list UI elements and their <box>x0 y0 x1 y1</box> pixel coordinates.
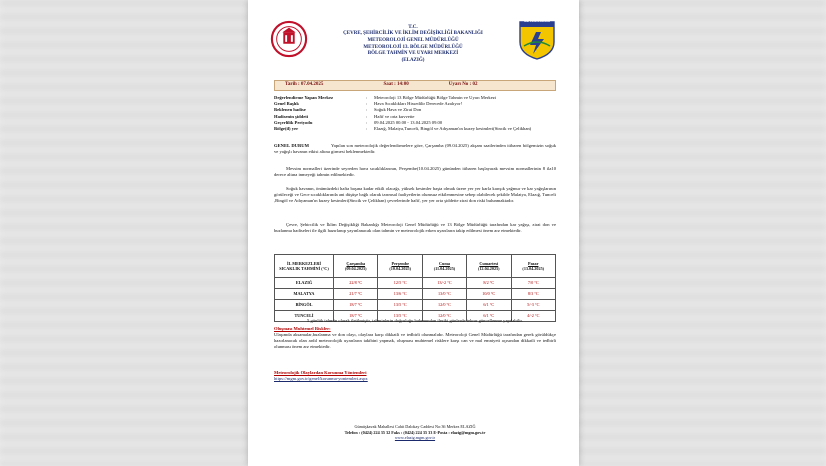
temperature-forecast-table <box>274 254 556 322</box>
table-header-day: Cumartesi (12.04.2025) <box>467 255 511 278</box>
table-cell: 12/0 °C <box>422 300 466 311</box>
table-cell: 12/5 °C <box>378 278 422 289</box>
footer-address: Gümüşkavak Mahallesi Cahit Dalokay Caddesi No:36 Merkez ELAZIĞ <box>354 424 476 429</box>
warning-info-bar <box>274 80 556 91</box>
detail-row: Değerlendirme Yapan Merkez : Meteoroloji 13 Bölge Müdürlüğü Bölge Tahmin ve Uyarı Merkezi <box>274 95 564 101</box>
table-cell: 6/1 °C <box>467 300 511 311</box>
table-cell: 10/0 °C <box>467 289 511 300</box>
detail-key: Bölge(il) yer <box>274 125 299 131</box>
detail-key: Beklenen hadise <box>274 107 306 113</box>
detail-key: Genel Başlık <box>274 101 299 107</box>
header-ministry: ÇEVRE, ŞEHİRCİLİK VE İKLİM DEĞİŞİKLİĞİ BAKANLIĞI <box>343 31 483 37</box>
detail-row: Genel Başlık : Hava Sıcaklıkları Hissedilir Derecede Azalıyor! <box>274 101 564 107</box>
table-cell: 13/5 °C <box>378 300 422 311</box>
document-page <box>248 0 579 466</box>
blurred-background-left <box>0 0 248 466</box>
table-cell: 13/5 °C <box>378 311 422 322</box>
general-paragraph-2: Mevsim normalleri üzerinde seyreden hava sıcaklıklarının, Perşembe(10.04.2025) gününden itibaren başlayarak mevsim normallerinin 8 ila10 derece altına inmeyeği tahmin edilmektedir. <box>274 166 556 177</box>
general-paragraph-1: Yapılan son meteorolojik değerlendirmelere göre, Çarşamba (09.04.2025) akşam saatlerinden itibaren bölgemizin soğuk ve yağışlı havanın etkisi altına girmesi beklenmektedir. <box>274 143 556 154</box>
table-header-day: Cuma (11.04.2025) <box>422 255 466 278</box>
general-situation <box>274 143 556 155</box>
detail-key: Değerlendirme Yapan Merkez <box>274 95 334 100</box>
table-row <box>275 289 556 300</box>
table-cell: 5/-3 °C <box>511 300 556 311</box>
risks-text: Ulaşımda aksamalar,buzlanma ve don olayı, olaylara karşı dikkatli ve tedbirli olunmalıdır. Meteoroloji Genel Müdürlüğü tarafından gerek görüldükçe hazırlanacak olan ardıl meteorolojik uyarıların takibini yapmak, oluşması muhtemel risklere karşı can ve mal emniyeti açısından dikkatli ve tedbirli olunması önem arz etmektedir. <box>274 331 556 349</box>
table-row <box>275 300 556 311</box>
detail-row: Beklenen hadise : Soğuk Hava ve Zirai Don <box>274 107 564 113</box>
table-cell: 13/0 °C <box>422 289 466 300</box>
general-paragraph-3: Soğuk havanın, önümüzdeki hafta başına kadar etkili olacağı, yüksek kesimler başta olmak üzere yer yer karla karışık yağmur ve kar yağışlarının görüleceği ve Gece sıcaklıklarında ani düşüşe bağlı olarak tarımsal faaliyetlerin olumsuz etkilenmesine sebep olabilecek şekilde Malatya, Elazığ, Tunceli ,Bingöl ve Adıyaman'ın kuzey kesimleri(Sincik ve Çelikhan) çevrelerinde hafif, yer yer orta şiddette zirai don riski bulunmaktadır. <box>274 186 556 203</box>
forecast-note: 5 günlük tahmin olarak iletilmiştir, tahminlerin doğruluğu bakımından ileriki günlerde tekrar güncellenme yapılabilir. <box>307 318 523 323</box>
table-cell: 8/3 °C <box>511 289 556 300</box>
table-cell: 4/-2 °C <box>511 311 556 322</box>
header-directorate: METEOROLOJİ GENEL MÜDÜRLÜĞÜ <box>367 37 459 43</box>
detail-value: Meteoroloji 13 Bölge Müdürlüğü Bölge Tahmin ve Uyarı Merkezi <box>374 95 497 100</box>
detail-key: Geçerlilik Periyodu <box>274 119 313 125</box>
detail-value: Hafif ve orta kuvvette <box>374 113 415 119</box>
table-cell: 8/2 °C <box>467 278 511 289</box>
table-header-city: İL MERKEZLERİ SICAKLIK TAHMİNİ (°C) <box>275 255 334 278</box>
blurred-background-right <box>578 0 826 466</box>
general-title: GENEL DURUM <box>274 143 309 148</box>
detail-value: 09.04.2025 00.00 - 13.04.2025 09.00 <box>374 119 443 125</box>
detail-row: Geçerlilik Periyodu : 09.04.2025 00.00 - 13.04.2025 09.00 <box>274 120 564 126</box>
warning-time: Saat : 14:00 <box>383 82 409 88</box>
logo-label: METEOROLOJİ <box>523 19 551 23</box>
detail-row: Bölge(il) yer : Elazığ, Malatya,Tunceli, Bingöl ve Adıyaman'ın kuzey kesimleri(Sincik ve Çelikhan) <box>274 126 564 132</box>
footer-website[interactable]: www.elazig.mgm.gov.tr <box>394 435 436 441</box>
table-header-day: Perşembe (10.04.2025) <box>378 255 422 278</box>
detail-row: Hadisenin şiddeti : Hafif ve orta kuvvette <box>274 114 564 120</box>
risks-section <box>274 326 556 350</box>
table-cell: 13/6 °C <box>378 289 422 300</box>
document-header <box>288 24 538 65</box>
table-header-day: Çarşamba (09.04.2025) <box>334 255 378 278</box>
header-tc: T.C. <box>408 24 418 30</box>
detail-key: Hadisenin şiddeti <box>274 113 309 119</box>
protection-link[interactable]: https://mgm.gov.tr/genel/korunma-yontemleri.aspx <box>274 375 368 381</box>
table-cell: 22/8 °C <box>334 278 378 289</box>
meteoroloji-logo-icon <box>516 18 558 60</box>
table-cell-city: BİNGÖL <box>275 300 334 311</box>
detail-value: Soğuk Hava ve Zirai Don <box>374 107 422 113</box>
warning-details <box>274 95 564 132</box>
table-cell-city: TUNCELİ <box>275 311 334 322</box>
footer-contact: Telefon : (0424) 224 35 32 Faks : (0424) 224 35 33 E-Posta : elazig@mgm.gov.tr <box>344 429 486 435</box>
table-header-day: Pazar (13.04.2025) <box>511 255 556 278</box>
header-city: (ELAZIĞ) <box>401 58 425 64</box>
table-cell: 18/7 °C <box>334 300 378 311</box>
risks-title: Oluşması Muhtemel Riskler: <box>274 326 331 331</box>
detail-value: Hava Sıcaklıkları Hissedilir Derecede Azalıyor! <box>374 101 463 107</box>
table-row <box>275 278 556 289</box>
table-cell-city: ELAZIĞ <box>275 278 334 289</box>
table-cell: 7/0 °C <box>511 278 556 289</box>
warning-number: Uyarı No : 02 <box>448 82 478 88</box>
protection-methods <box>274 370 556 382</box>
general-paragraph-4: Çevre, Şehircilik ve İklim Değişikliği Bakanlığı Meteoroloji Genel Müdürlüğü ve 13 Bölge Müdürlüğü tarafından kar yağışı, zirai don ve buzlanma hadiseleri ile ilgili hazırlanıp yayınlanacak olan tahmin ve meteorolojik erken uyarıların takip edilmesi önem arz etmektedir. <box>274 222 556 233</box>
warning-date: Tarih : 07.04.2025 <box>285 82 324 88</box>
header-region: METEOROLOJİ 13. BÖLGE MÜDÜRLÜĞÜ <box>363 44 463 50</box>
table-cell: 12/0 °C <box>422 311 466 322</box>
header-center: BÖLGE TAHMİN VE UYARI MERKEZİ <box>367 51 459 57</box>
protection-title: Meteorolojik Olaylardan Korunma Yöntemleri <box>274 370 367 375</box>
detail-value: Elazığ, Malatya,Tunceli, Bingöl ve Adıyaman'ın kuzey kesimleri(Sincik ve Çelikhan) <box>374 125 532 131</box>
document-footer <box>274 424 556 441</box>
table-cell-city: MALATYA <box>275 289 334 300</box>
table-cell: 21/7 °C <box>334 289 378 300</box>
table-cell: 18/7 °C <box>334 311 378 322</box>
table-cell: 13/-2 °C <box>422 278 466 289</box>
table-header-row <box>275 255 556 278</box>
table-cell: 6/1 °C <box>467 311 511 322</box>
